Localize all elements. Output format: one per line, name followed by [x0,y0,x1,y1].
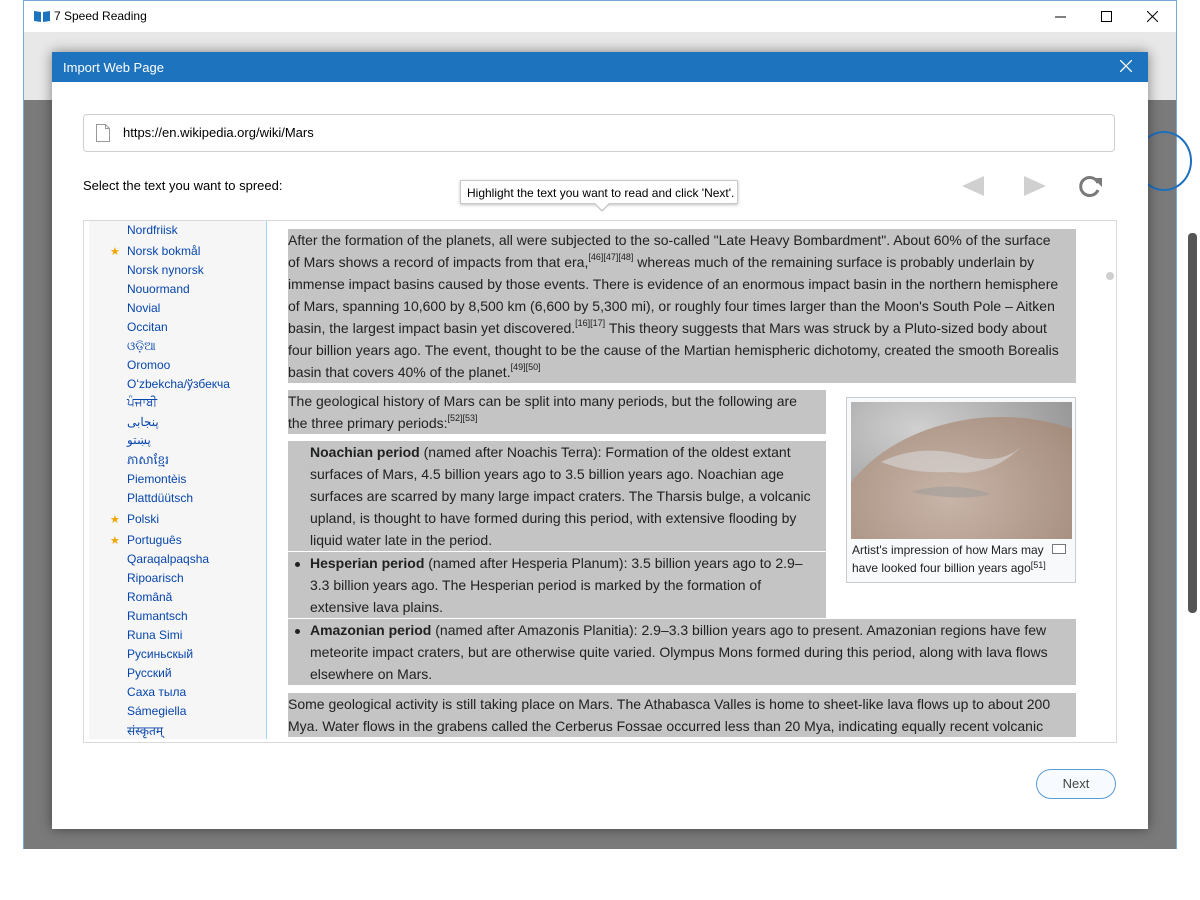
next-button[interactable]: Next [1036,769,1116,799]
text-line: 3.3 billion years ago. The Hesperian period is marked by the formation of [310,577,762,593]
minimize-icon [1055,11,1066,22]
reload-button[interactable] [1076,172,1104,200]
text-line: Amazonian period (named after Amazonis Planitia): 2.9–3.3 billion years ago to present. Amazonian regions have few [310,622,1047,638]
language-link[interactable]: Português [127,533,182,547]
text-line: liquid water late in the period. [310,532,493,548]
article-figure [846,397,1076,583]
star-icon: ★ [110,246,120,258]
instruction-text: Select the text you want to spreed: [83,178,283,193]
text-line: surfaces of Mars, 4.5 billion years ago to 3.5 billion years ago. Noachian age [310,466,784,482]
bullet-icon [295,629,300,634]
enlarge-icon[interactable] [1052,544,1066,554]
language-link[interactable]: Nordfriisk [127,223,178,237]
text-line: Some geological activity is still taking place on Mars. The Athabasca Valles is home to sheet-like lava flows up to about 200 [288,693,1076,715]
language-link[interactable]: Română [127,590,173,604]
text-line: Mya. Water flows in the grabens called the Cerberus Fossae occurred less than 20 Mya, indicating equally recent volcanic [288,715,1076,737]
hint-tooltip [460,180,738,204]
paragraph [288,229,1076,383]
language-link[interactable]: Norsk bokmål [127,244,201,258]
language-link[interactable]: संस्कृतम् [127,724,164,738]
close-window-button[interactable] [1129,1,1175,32]
forward-arrow-icon [1020,172,1048,200]
tooltip-tail [593,203,611,212]
language-link[interactable]: Norsk nynorsk [127,263,204,277]
frame-scrollbar-thumb[interactable] [1106,272,1114,280]
text-line: of Mars shows a record of impacts from that era,[46][47][48] whereas much of the remaining surface is probably underlain by [288,251,1076,273]
text-line: elsewhere on Mars. [310,666,433,682]
close-icon [1120,60,1132,72]
language-link[interactable]: Nouormand [127,282,190,296]
close-icon [1147,11,1158,22]
mars-illustration [851,402,1072,539]
reload-icon [1076,172,1104,200]
url-input[interactable]: https://en.wikipedia.org/wiki/Mars [123,125,314,140]
text-line: basin that covers 40% of the planet.[49][50] [288,361,1076,383]
text-line: extensive lava plains. [310,599,444,615]
dialog-close-button[interactable] [1118,57,1134,75]
dialog-title: Import Web Page [63,60,164,75]
text-line: of Mars, spanning 10,600 by 8,500 km (6,600 by 5,300 mi), or roughly four times larger than the Moon's South Pole – Aitken [288,295,1076,317]
language-link[interactable]: Ripoarisch [127,571,184,585]
language-link[interactable]: Piemontèis [127,472,187,486]
language-link[interactable]: Plattdüütsch [127,491,194,505]
back-button[interactable] [960,172,988,200]
app-title: 7 Speed Reading [54,9,147,23]
language-link[interactable]: Саха тыла [127,685,187,699]
language-link[interactable]: پنجابی [127,415,159,429]
text-line: the three primary periods:[52][53] [288,412,826,434]
maximize-button[interactable] [1083,1,1129,32]
text-line: The geological history of Mars can be split into many periods, but the following are [288,390,826,412]
text-line: four billion years ago. The event, thought to be the cause of the Martian hemispheric dichotomy, created the smooth Borealis [288,339,1076,361]
back-arrow-icon [960,172,988,200]
star-icon: ★ [110,514,120,526]
text-line: Hesperian period (named after Hesperia Planum): 3.5 billion years ago to 2.9– [310,555,803,571]
language-link[interactable]: ଓଡ଼ିଆ [127,339,156,353]
language-link[interactable]: Oʻzbekcha/ўзбекча [127,377,230,391]
text-line: After the formation of the planets, all were subjected to the so-called "Late Heavy Bombardment". About 60% of the surface [288,229,1076,251]
text-line: Noachian period (named after Noachis Terra): Formation of the oldest extant [310,444,791,460]
import-web-page-dialog [52,52,1148,829]
paragraph [288,693,1076,737]
star-icon: ★ [110,535,120,547]
language-link[interactable]: Oromoo [127,358,171,372]
text-line: upland, is thought to have formed during this period, with extensive flooding by [310,510,797,526]
language-link[interactable]: ភាសាខ្មែរ [127,453,169,467]
language-link[interactable]: Sámegiella [127,704,187,718]
paragraph [288,390,826,434]
text-line: meteorite impact craters, but are otherwise quite varied. Olympus Mons formed during this period, along with lava flows [310,644,1048,660]
dialog-header [52,52,1148,82]
page-icon [96,124,110,142]
language-link[interactable]: Runa Simi [127,628,183,642]
language-link[interactable]: Русиньскый [127,647,194,661]
language-link[interactable]: Qaraqalpaqsha [127,552,210,566]
language-link[interactable]: Polski [127,512,160,526]
mars-image[interactable] [851,402,1072,539]
language-link[interactable]: Occitan [127,320,168,334]
text-line: surfaces are scarred by many large impact craters. The Tharsis bulge, a volcanic [310,488,811,504]
bullet-icon [295,562,300,567]
text-line: basin, the largest impact basin yet discovered.[16][17] This theory suggests that Mars was struck by a Pluto-sized body about [288,317,1076,339]
figure-caption: Artist's impression of how Mars may have looked four billion years ago[51] [852,543,1046,575]
web-content-frame[interactable] [83,220,1117,743]
language-link[interactable]: Rumantsch [127,609,188,623]
maximize-icon [1101,11,1112,22]
tooltip-text: Highlight the text you want to read and click 'Next'. [467,186,735,200]
language-link[interactable]: Русский [127,666,172,680]
language-link[interactable]: Novial [127,301,161,315]
forward-button[interactable] [1020,172,1048,200]
text-line: immense impact basins caused by those events. There is evidence of an enormous impact basin in the northern hemisphere [288,273,1076,295]
language-sidebar [89,221,267,739]
url-bar[interactable] [83,114,1115,152]
minimize-button[interactable] [1037,1,1083,32]
language-link[interactable]: ਪੰਜਾਬੀ [127,395,158,409]
article-content[interactable] [288,221,1078,739]
app-scrollbar[interactable] [1188,233,1197,613]
book-icon [34,10,50,22]
language-link[interactable]: پښتو [127,433,151,447]
title-bar [24,1,1176,32]
